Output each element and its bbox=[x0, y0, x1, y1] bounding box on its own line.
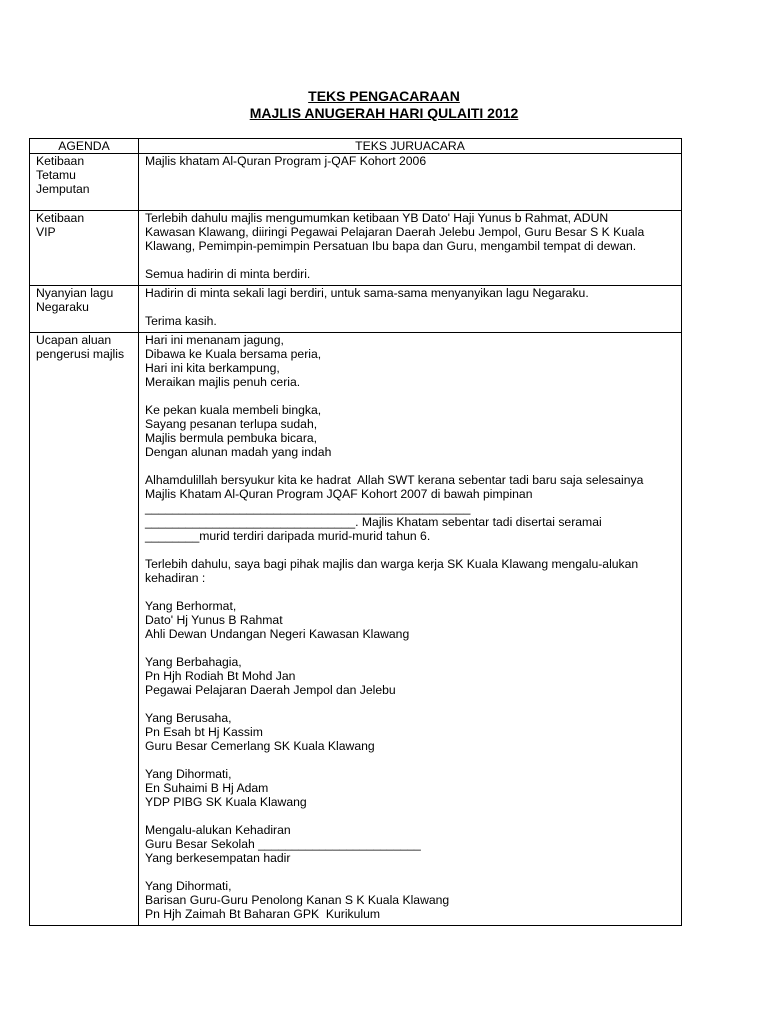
teks-line: Dibawa ke Kuala bersama peria, bbox=[145, 347, 322, 361]
teks-line bbox=[145, 543, 676, 557]
teks-line: Terlebih dahulu majlis mengumumkan ketibaan YB Dato' Haji Yunus b Rahmat, ADUN bbox=[145, 211, 609, 225]
teks-line: Semua hadirin di minta berdiri. bbox=[145, 267, 311, 281]
agenda-line: Ucapan aluan bbox=[36, 333, 112, 347]
teks-line: Yang berkesempatan hadir bbox=[145, 851, 291, 865]
teks-line: Hadirin di minta sekali lagi berdiri, untuk sama-sama menyanyikan lagu Negaraku. bbox=[145, 286, 589, 300]
teks-line: Meraikan majlis penuh ceria. bbox=[145, 375, 301, 389]
table-header-row bbox=[30, 139, 682, 154]
header-teks-juruacara: TEKS JURUACARA bbox=[139, 139, 682, 154]
agenda-cell bbox=[30, 154, 139, 211]
teks-line: Klawang, Pemimpin-pemimpin Persatuan Ibu bapa dan Guru, mengambil tempat di dewan. bbox=[145, 239, 637, 253]
teks-line: kehadiran : bbox=[145, 571, 206, 585]
teks-line: Barisan Guru-Guru Penolong Kanan S K Kuala Klawang bbox=[145, 893, 450, 907]
teks-line: Majlis Khatam Al-Quran Program JQAF Kohort 2007 di bawah pimpinan bbox=[145, 487, 533, 501]
teks-line: Ke pekan kuala membeli bingka, bbox=[145, 403, 322, 417]
teks-line: Pn Hjh Rodiah Bt Mohd Jan bbox=[145, 669, 296, 683]
agenda-line: Ketibaan bbox=[36, 211, 85, 225]
teks-line bbox=[145, 753, 676, 767]
agenda-cell bbox=[30, 211, 139, 286]
table-body bbox=[30, 154, 682, 926]
agenda-line: VIP bbox=[36, 225, 56, 239]
teks-line bbox=[145, 459, 676, 473]
teks-line: Terima kasih. bbox=[145, 314, 217, 328]
teks-line: Guru Besar Cemerlang SK Kuala Klawang bbox=[145, 739, 375, 753]
agenda-line: Ketibaan bbox=[36, 154, 85, 168]
teks-line: Hari ini kita berkampung, bbox=[145, 361, 280, 375]
teks-line bbox=[145, 389, 676, 403]
teks-cell bbox=[139, 286, 682, 333]
table-row bbox=[30, 154, 682, 211]
agenda-cell bbox=[30, 333, 139, 926]
teks-line: Terlebih dahulu, saya bagi pihak majlis dan warga kerja SK Kuala Klawang mengalu-alukan bbox=[145, 557, 639, 571]
agenda-line: Jemputan bbox=[36, 182, 90, 196]
table-row bbox=[30, 286, 682, 333]
teks-line bbox=[145, 253, 676, 267]
teks-line: Pegawai Pelajaran Daerah Jempol dan Jelebu bbox=[145, 683, 396, 697]
teks-line: Hari ini menanam jagung, bbox=[145, 333, 284, 347]
teks-cell bbox=[139, 154, 682, 211]
teks-line: Kawasan Klawang, diiringi Pegawai Pelajaran Daerah Jelebu Jempol, Guru Besar S K Kuala bbox=[145, 225, 645, 239]
teks-line: Mengalu-alukan Kehadiran bbox=[145, 823, 291, 837]
teks-line: Yang Dihormati, bbox=[145, 767, 232, 781]
teks-line: ________________________________________________ bbox=[145, 501, 471, 515]
teks-line: En Suhaimi B Hj Adam bbox=[145, 781, 269, 795]
teks-line bbox=[145, 697, 676, 711]
document-subtitle: MAJLIS ANUGERAH HARI QULAITI 2012 bbox=[249, 105, 519, 121]
teks-line bbox=[145, 641, 676, 655]
teks-line: Ahli Dewan Undangan Negeri Kawasan Klawang bbox=[145, 627, 410, 641]
teks-line: YDP PIBG SK Kuala Klawang bbox=[145, 795, 307, 809]
teks-line bbox=[145, 865, 676, 879]
teks-line: _______________________________. Majlis Khatam sebentar tadi disertai seramai bbox=[145, 515, 602, 529]
teks-cell bbox=[139, 333, 682, 926]
agenda-line: pengerusi majlis bbox=[36, 347, 125, 361]
teks-line: ________murid terdiri daripada murid-murid tahun 6. bbox=[145, 529, 431, 543]
table-row bbox=[30, 333, 682, 926]
teks-line: Pn Esah bt Hj Kassim bbox=[145, 725, 263, 739]
teks-line bbox=[145, 300, 676, 314]
teks-line: Yang Berusaha, bbox=[145, 711, 232, 725]
agenda-line: Nyanyian lagu bbox=[36, 286, 114, 300]
teks-line: Dengan alunan madah yang indah bbox=[145, 445, 332, 459]
teks-line: Dato' Hj Yunus B Rahmat bbox=[145, 613, 283, 627]
agenda-table bbox=[29, 138, 682, 926]
teks-line: Guru Besar Sekolah ________________________ bbox=[145, 837, 421, 851]
document-title: TEKS PENGACARAAN bbox=[308, 88, 460, 104]
agenda-line: Tetamu bbox=[36, 168, 76, 182]
teks-line: Yang Berbahagia, bbox=[145, 655, 242, 669]
teks-line: Yang Dihormati, bbox=[145, 879, 232, 893]
agenda-line: Negaraku bbox=[36, 300, 89, 314]
teks-line: Alhamdulillah bersyukur kita ke hadrat Allah SWT kerana sebentar tadi baru saja selesainya bbox=[145, 473, 644, 487]
agenda-cell bbox=[30, 286, 139, 333]
table-row bbox=[30, 211, 682, 286]
header-agenda: AGENDA bbox=[30, 139, 139, 154]
teks-line bbox=[145, 585, 676, 599]
teks-line bbox=[145, 809, 676, 823]
teks-cell bbox=[139, 211, 682, 286]
teks-line: Yang Berhormat, bbox=[145, 599, 237, 613]
teks-line: Sayang pesanan terlupa sudah, bbox=[145, 417, 318, 431]
teks-line: Majlis khatam Al-Quran Program j-QAF Kohort 2006 bbox=[145, 154, 427, 168]
teks-line: Pn Hjh Zaimah Bt Baharan GPK Kurikulum bbox=[145, 907, 381, 921]
teks-line: Majlis bermula pembuka bicara, bbox=[145, 431, 318, 445]
